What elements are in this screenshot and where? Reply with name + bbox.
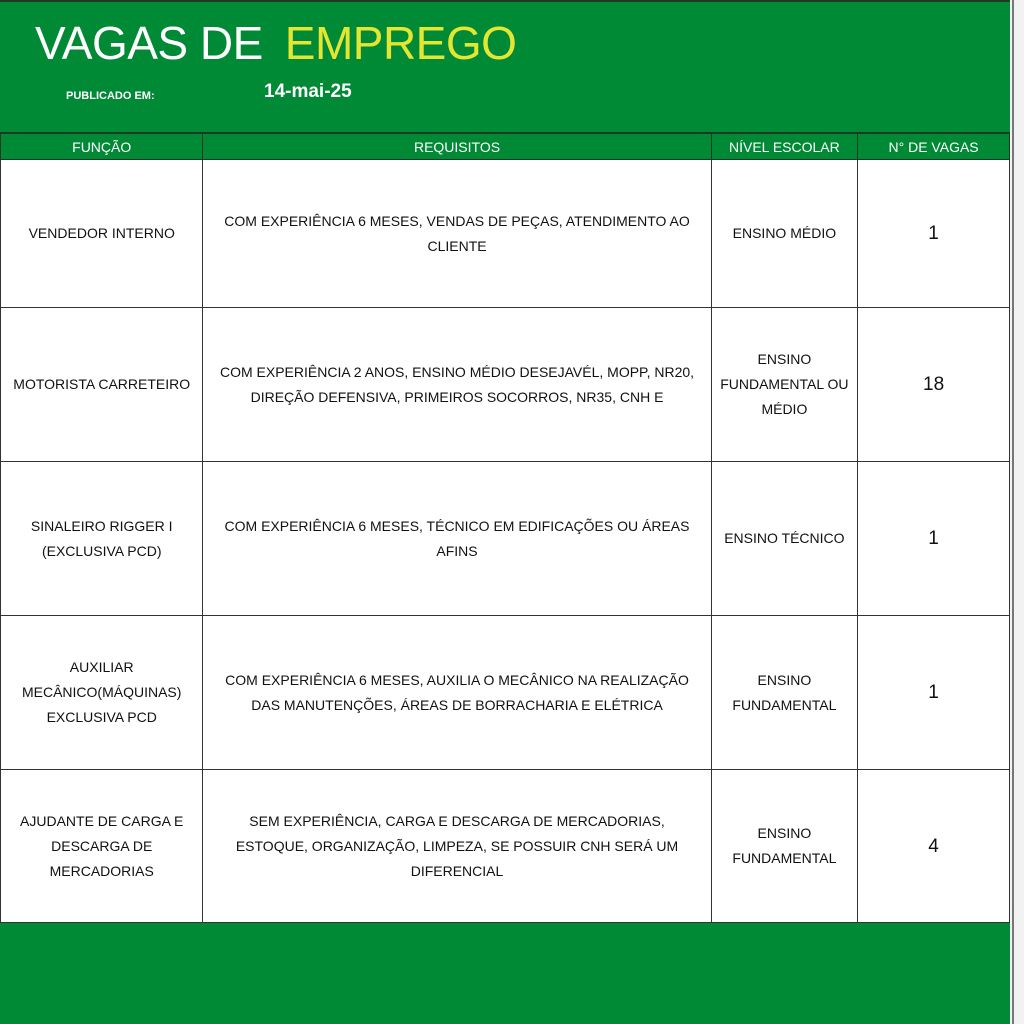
requirements-cell: COM EXPERIÊNCIA 6 MESES, VENDAS DE PEÇAS, ATENDIMENTO AO CLIENTE [203, 160, 711, 308]
table-row [1, 616, 1010, 770]
education-cell: ENSINO FUNDAMENTAL OU MÉDIO [711, 308, 858, 462]
openings-cell: 1 [858, 160, 1010, 308]
col-requisitos: REQUISITOS [203, 133, 711, 160]
job-title-cell: SINALEIRO RIGGER I (EXCLUSIVA PCD) [1, 462, 203, 616]
job-title-cell: AJUDANTE DE CARGA E DESCARGA DE MERCADORIAS [1, 770, 203, 923]
table-row [1, 462, 1010, 616]
table-row [1, 308, 1010, 462]
openings-cell: 4 [858, 770, 1010, 923]
openings-cell: 18 [858, 308, 1010, 462]
job-title-cell: VENDEDOR INTERNO [1, 160, 203, 308]
title-white: VAGAS DE [35, 17, 263, 69]
col-nivel: NÍVEL ESCOLAR [711, 133, 858, 160]
table-row [1, 160, 1010, 308]
openings-cell: 1 [858, 616, 1010, 770]
published-date: 14-mai-25 [264, 81, 352, 102]
jobs-table [0, 132, 1010, 923]
education-cell: ENSINO FUNDAMENTAL [711, 770, 858, 923]
requirements-cell: COM EXPERIÊNCIA 6 MESES, AUXILIA O MECÂNICO NA REALIZAÇÃO DAS MANUTENÇÕES, ÁREAS DE BORRACHARIA E ELÉTRICA [203, 616, 711, 770]
col-funcao: FUNÇÃO [1, 133, 203, 160]
education-cell: ENSINO MÉDIO [711, 160, 858, 308]
requirements-cell: COM EXPERIÊNCIA 6 MESES, TÉCNICO EM EDIFICAÇÕES OU ÁREAS AFINS [203, 462, 711, 616]
openings-cell: 1 [858, 462, 1010, 616]
page-title [35, 16, 516, 70]
education-cell: ENSINO TÉCNICO [711, 462, 858, 616]
table-row [1, 770, 1010, 923]
col-vagas: N° DE VAGAS [858, 133, 1010, 160]
job-title-cell: MOTORISTA CARRETEIRO [1, 308, 203, 462]
job-title-cell: AUXILIAR MECÂNICO(MÁQUINAS) EXCLUSIVA PCD [1, 616, 203, 770]
window-edge [1012, 0, 1014, 1024]
requirements-cell: COM EXPERIÊNCIA 2 ANOS, ENSINO MÉDIO DESEJAVÉL, MOPP, NR20, DIREÇÃO DEFENSIVA, PRIMEIROS SOCORROS, NR35, CNH E [203, 308, 711, 462]
published-label: PUBLICADO EM: [66, 90, 155, 102]
requirements-cell: SEM EXPERIÊNCIA, CARGA E DESCARGA DE MERCADORIAS, ESTOQUE, ORGANIZAÇÃO, LIMPEZA, SE POSSUIR CNH SERÁ UM DIFERENCIAL [203, 770, 711, 923]
title-yellow: EMPREGO [284, 17, 517, 69]
education-cell: ENSINO FUNDAMENTAL [711, 616, 858, 770]
